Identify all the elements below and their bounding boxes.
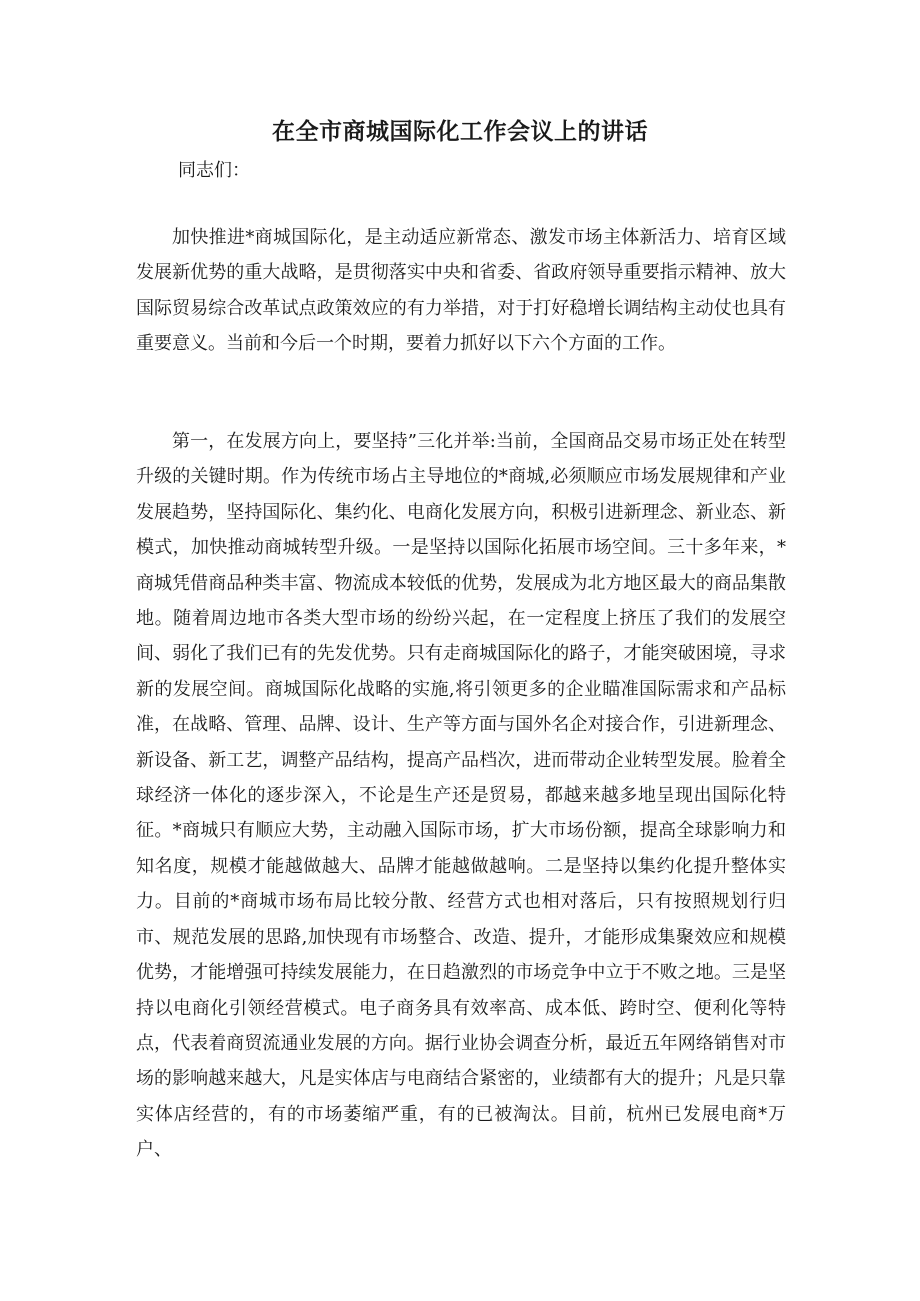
paragraph-intro: 加快推进*商城国际化，是主动适应新常态、激发市场主体新活力、培育区域发展新优势的重大战略，是贯彻落实中央和省委、省政府领导重要指示精神、放大国际贸易综合改革试点政策效应的有力举措，对于打好稳增长调结构主动仗也具有重要意义。当前和今后一个时期，要着力抓好以下六个方面的工作。 (136, 227, 786, 355)
paragraph-first-point: 第一，在发展方向上，要坚持”三化并举:当前，全国商品交易市场正处在转型升级的关键时期。作为传统市场占主导地位的*商城,必须顺应市场发展规律和产业发展趋势，坚持国际化、集约化、电商化发展方向，积极引进新理念、新业态、新模式，加快推动商城转型升级。一是坚持以国际化拓展市场空间。三十多年来，*商城凭借商品种类丰富、物流成本较低的优势，发展成为北方地区最大的商品集散地。随着周边地市各类大型市场的纷纷兴起，在一定程度上挤压了我们的发展空间、弱化了我们已有的先发优势。只有走商城国际化的路子，才能突破困境，寻求新的发展空间。商城国际化战略的实施,将引领更多的企业瞄准国际需求和产品标准，在战略、管理、品牌、设计、生产等方面与国外名企对接合作，引进新理念、新设备、新工艺，调整产品结构，提高产品档次，进而带动企业转型发展。脸着全球经济一体化的逐步深入，不论是生产还是贸易，都越来越多地呈现出国际化特征。*商城只有顺应大势，主动融入国际市场，扩大市场份额，提高全球影响力和知名度，规模才能越做越大、品牌才能越做越响。二是坚持以集约化提升整体实力。目前的*商城市场布局比较分散、经营方式也相对落后，只有按照规划行归市、规范发展的思路,加快现有市场整合、改造、提升，才能形成集聚效应和规模优势，才能增强可持续发展能力，在日趋激烈的市场竞争中立于不败之地。三是坚持以电商化引领经营模式。电子商务具有效率高、成本低、跨时空、便利化等特点，代表着商贸流通业发展的方向。据行业协会调查分析，最近五年网络销售对市场的影响越来越大，凡是实体店与电商结合紧密的，业绩都有大的提升；凡是只靠实体店经营的，有的市场萎缩严重，有的已被淘汰。目前，杭州已发展电商*万户、 (136, 431, 786, 1161)
salutation: 同志们： (178, 160, 250, 181)
document-title: 在全市商城国际化工作会议上的讲话 (272, 119, 648, 145)
